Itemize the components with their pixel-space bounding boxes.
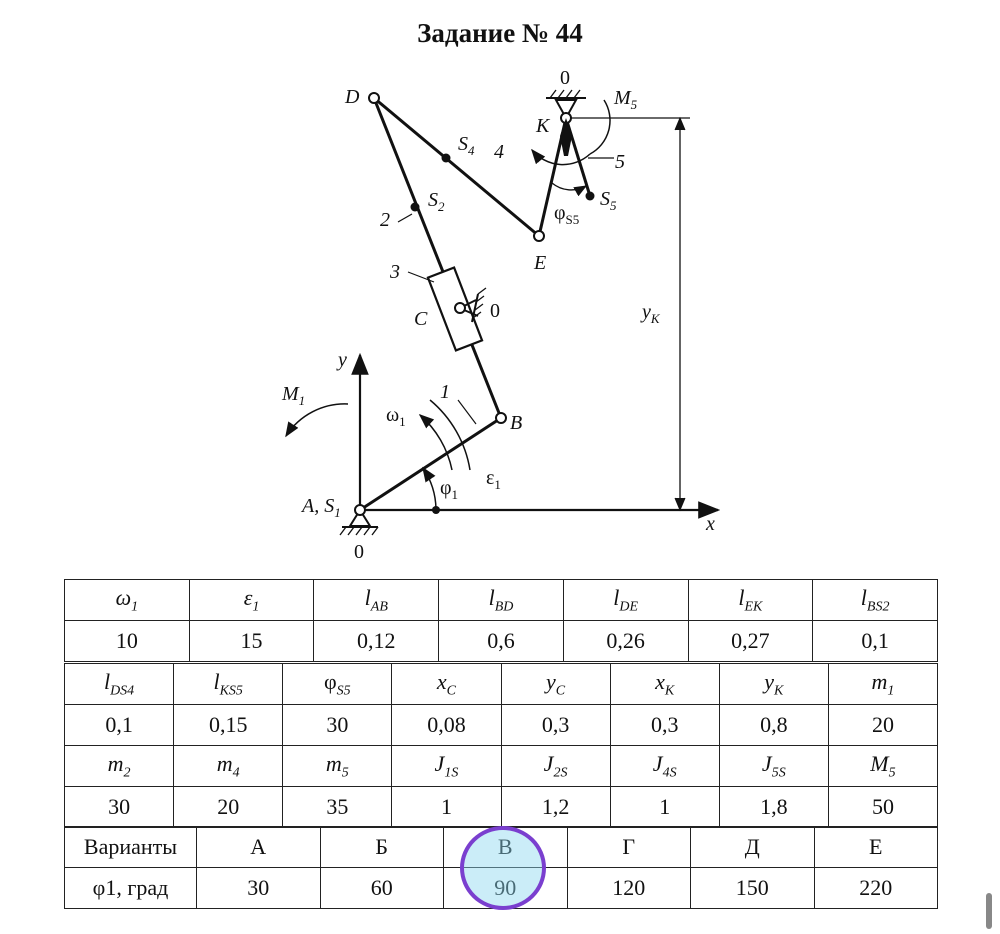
table-cell: $l_{KS5}$ (174, 664, 283, 705)
table-cell: 30 (65, 787, 174, 828)
table-row (65, 664, 938, 705)
label-link3: 3 (390, 261, 400, 283)
label-as1: A, $S_1$ (302, 495, 341, 520)
table-cell: 0,3 (610, 705, 719, 746)
table-cell: 50 (828, 787, 937, 828)
point-s5 (586, 192, 595, 201)
table-cell: 0,6 (439, 621, 564, 662)
phis5-arc (552, 183, 586, 190)
label-link1: 1 (440, 381, 450, 403)
table-cell: 15 (189, 621, 314, 662)
table-cell: $l_{BS2}$ (813, 580, 938, 621)
table-row (65, 621, 938, 662)
label-link5: 5 (615, 151, 625, 173)
table-cell: $l_{EK}$ (688, 580, 813, 621)
table-cell: 0,12 (314, 621, 439, 662)
table-cell: $y_K$ (719, 664, 828, 705)
label-m1: $M_1$ (282, 383, 306, 408)
table-cell: $m_2$ (65, 746, 174, 787)
table-cell: $M_5$ (828, 746, 937, 787)
hatch-c (473, 288, 486, 318)
table-cell: 1 (610, 787, 719, 828)
table-cell: 0,1 (65, 705, 174, 746)
table-cell: 20 (828, 705, 937, 746)
table-cell: $l_{AB}$ (314, 580, 439, 621)
table-cell: $J_{1S}$ (392, 746, 501, 787)
label-omega1: $\omega_1$ (386, 404, 406, 429)
point-s2 (411, 203, 420, 212)
table-cell: $m_4$ (174, 746, 283, 787)
task-title: Задание № 44 (417, 18, 583, 48)
table-cell: 1 (392, 787, 501, 828)
joint-a (355, 505, 365, 515)
point-phi1 (432, 506, 440, 514)
phi-cell: 30 (197, 868, 321, 909)
label-s5: $S_5$ (600, 188, 617, 213)
table-cell: 0,1 (813, 621, 938, 662)
label-d: D (345, 86, 360, 108)
table-cell: 0,26 (563, 621, 688, 662)
table-cell: 0,3 (501, 705, 610, 746)
table-cell: $\varphi_{S5}$ (283, 664, 392, 705)
label-y: y (338, 349, 347, 371)
label-k: K (536, 115, 550, 137)
variants-table (64, 826, 938, 909)
variant-cell: Д (691, 827, 815, 868)
label-phis5: $\varphi_{S5}$ (554, 202, 580, 227)
table-row (65, 787, 938, 828)
label-s4: $S_4$ (458, 133, 475, 158)
variant-cell-selected: В (444, 827, 568, 868)
label-link4: 4 (494, 141, 504, 163)
label-e: E (534, 252, 547, 274)
label-eps1: $\varepsilon_1$ (486, 467, 501, 492)
params-table-2 (64, 663, 938, 828)
table-cell: $J_{2S}$ (501, 746, 610, 787)
phi-cell: 220 (814, 868, 938, 909)
table-cell: $J_{4S}$ (610, 746, 719, 787)
table-cell: $l_{DE}$ (563, 580, 688, 621)
joint-b (496, 413, 506, 423)
joint-d (369, 93, 379, 103)
phi-cell-selected: 90 (444, 868, 568, 909)
phi-cell: 150 (691, 868, 815, 909)
table-cell: 0,27 (688, 621, 813, 662)
label-zero-top: 0 (560, 67, 570, 89)
table-row (65, 868, 938, 909)
table-cell: 20 (174, 787, 283, 828)
variant-cell: Б (320, 827, 444, 868)
variant-cell: А (197, 827, 321, 868)
label-c: C (414, 308, 428, 330)
label-zero-bottom: 0 (354, 541, 364, 563)
m5-arc (590, 100, 610, 154)
table-cell: 1,8 (719, 787, 828, 828)
label-yk: $y_K$ (642, 301, 660, 326)
label-m5: $M_5$ (614, 87, 638, 112)
table-cell: $y_C$ (501, 664, 610, 705)
table-cell: 0,15 (174, 705, 283, 746)
point-s4 (442, 154, 451, 163)
variant-cell: Е (814, 827, 938, 868)
phi-cell: 60 (320, 868, 444, 909)
table-row (65, 827, 938, 868)
table-row (65, 746, 938, 787)
label-s2: $S_2$ (428, 189, 445, 214)
label-x: x (706, 513, 715, 535)
variants-label: Варианты (65, 827, 197, 868)
label-zero-mid: 0 (490, 300, 500, 322)
table-cell: $m_1$ (828, 664, 937, 705)
phi1-arc (423, 468, 436, 510)
table-cell: $J_{5S}$ (719, 746, 828, 787)
phi-cell: 120 (567, 868, 691, 909)
table-cell: 35 (283, 787, 392, 828)
table-row (65, 580, 938, 621)
table-cell: $l_{BD}$ (439, 580, 564, 621)
scrollbar[interactable] (986, 893, 992, 929)
table-cell: $x_K$ (610, 664, 719, 705)
table-cell: $\omega_1$ (65, 580, 190, 621)
link-1 (360, 418, 501, 510)
table-cell: $x_C$ (392, 664, 501, 705)
variant-cell: Г (567, 827, 691, 868)
joint-e (534, 231, 544, 241)
table-cell: $\varepsilon_1$ (189, 580, 314, 621)
link-2 (374, 98, 501, 418)
table-row (65, 705, 938, 746)
table-cell: 30 (283, 705, 392, 746)
table-cell: $l_{DS4}$ (65, 664, 174, 705)
label-phi1: $\varphi_1$ (440, 477, 459, 502)
phi-label: φ1, град (65, 868, 197, 909)
label-link2: 2 (380, 209, 390, 231)
table-cell: 0,8 (719, 705, 828, 746)
table-cell: 10 (65, 621, 190, 662)
label-b: B (510, 412, 523, 434)
table-cell: $m_5$ (283, 746, 392, 787)
table-cell: 1,2 (501, 787, 610, 828)
m1-arc (286, 404, 348, 436)
table-cell: 0,08 (392, 705, 501, 746)
link-4 (374, 98, 539, 236)
params-table-1 (64, 579, 938, 662)
